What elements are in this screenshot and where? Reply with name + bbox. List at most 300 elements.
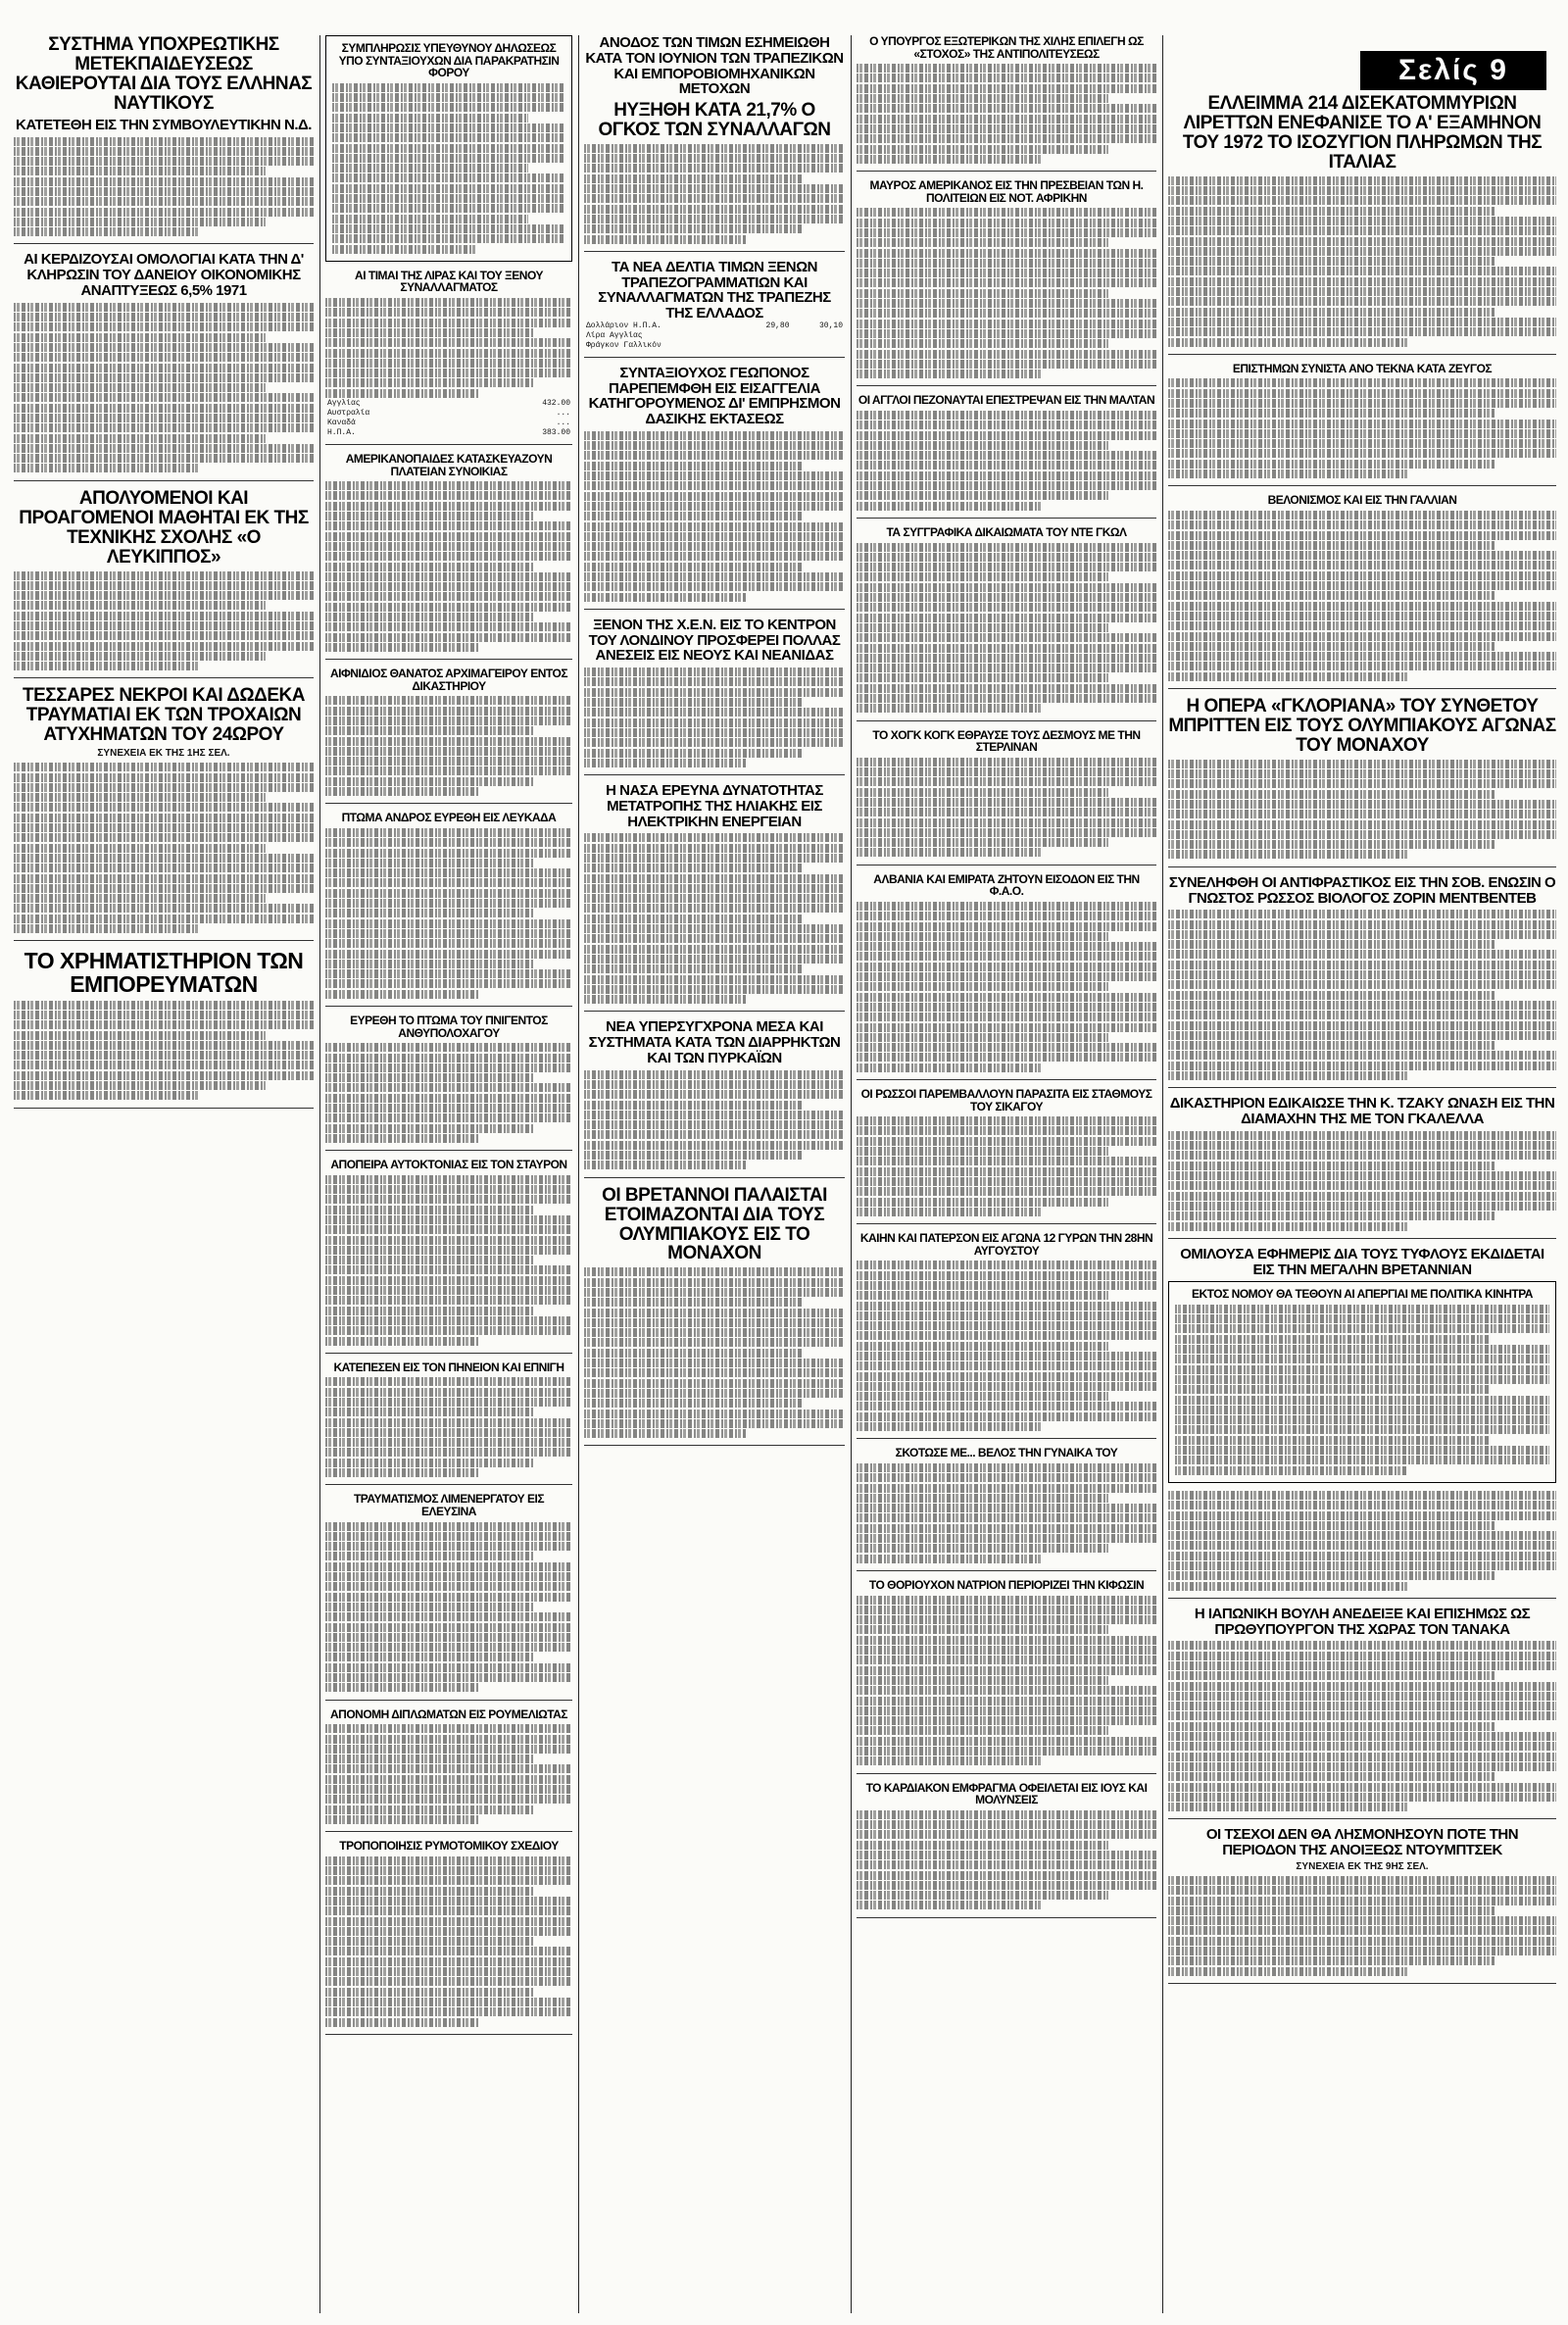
text-line <box>14 1081 266 1090</box>
text-line <box>1168 1652 1556 1660</box>
text-line <box>1168 950 1556 959</box>
table-cell: Αγγλίας <box>327 398 361 408</box>
table-cell: 29,80 <box>765 321 790 330</box>
text-line <box>857 1615 1156 1624</box>
text-line <box>14 187 314 196</box>
text-line <box>14 652 266 661</box>
text-line <box>14 218 266 226</box>
article-headline: ΕΠΙΣΤΗΜΩΝ ΣΥΝΙΣΤΑ ΑΝΟ ΤΕΚΝΑ ΚΑΤΑ ΖΕΥΓΟΣ <box>1232 361 1493 375</box>
text-line <box>325 1388 572 1397</box>
text-line <box>584 1070 845 1079</box>
article-42 <box>857 1782 1156 1918</box>
text-line <box>1168 1501 1556 1509</box>
text-line <box>584 471 845 480</box>
text-line <box>1168 1682 1556 1691</box>
section-logo: Σελίς 9 <box>1360 51 1546 90</box>
text-line <box>857 932 1108 941</box>
article-45 <box>325 1840 572 2035</box>
text-line <box>857 644 1156 653</box>
text-line <box>1168 1742 1556 1751</box>
text-line <box>857 922 1156 931</box>
article-28 <box>584 783 845 1012</box>
text-line <box>325 696 572 705</box>
text-line <box>857 94 1108 103</box>
text-line <box>857 972 1156 981</box>
article-body <box>857 1810 1156 1910</box>
column-1 <box>14 35 314 2313</box>
text-line <box>857 767 1156 776</box>
text-line <box>14 313 314 322</box>
article-1 <box>14 35 314 244</box>
text-line <box>857 1707 1156 1715</box>
text-line <box>325 1265 572 1274</box>
article-body <box>1168 1876 1556 1976</box>
text-line <box>584 1298 803 1307</box>
text-line <box>584 462 803 470</box>
text-line <box>1168 226 1556 235</box>
text-line <box>1175 1324 1549 1333</box>
text-line <box>14 773 314 782</box>
article-headline: ΤΟ ΧΡΗΜΑΤΙΣΤΗΡΙΟΝ ΤΩΝ ΕΜΠΟΡΕΥΜΑΤΩΝ <box>24 948 304 998</box>
text-line <box>857 1043 1156 1052</box>
text-line <box>1168 1192 1556 1201</box>
text-line <box>332 124 565 132</box>
text-line <box>325 828 572 837</box>
article-body <box>325 1175 572 1346</box>
text-line <box>1168 327 1556 336</box>
text-line <box>325 1104 572 1113</box>
text-line <box>325 572 572 581</box>
text-line <box>857 320 1156 328</box>
article-31 <box>1168 1281 1556 1483</box>
article-43 <box>1168 1827 1556 1983</box>
text-line <box>14 642 314 651</box>
text-line <box>857 1412 1156 1421</box>
text-line <box>857 1504 1156 1512</box>
text-line <box>857 848 1043 857</box>
table-cell: ... <box>556 408 570 418</box>
text-line <box>1168 1031 1556 1040</box>
text-line <box>857 808 1156 816</box>
article-3 <box>584 35 845 252</box>
table-cell <box>738 341 791 351</box>
text-line <box>857 982 1108 991</box>
text-line <box>584 593 746 602</box>
text-line <box>1168 1561 1556 1570</box>
text-line <box>857 543 1156 552</box>
text-line <box>1175 1365 1549 1374</box>
article-body <box>584 431 845 602</box>
text-line <box>325 481 572 490</box>
text-line <box>14 894 266 903</box>
text-line <box>14 612 314 620</box>
text-line <box>857 134 1156 143</box>
text-line <box>1168 297 1556 306</box>
text-line <box>325 1623 572 1632</box>
text-line <box>1168 820 1556 829</box>
text-line <box>325 521 572 530</box>
text-line <box>857 1636 1156 1645</box>
article-36 <box>325 1493 572 1700</box>
text-line <box>1168 800 1556 809</box>
text-line <box>584 1120 845 1129</box>
text-line <box>1168 318 1556 326</box>
text-line <box>14 147 314 156</box>
text-line <box>325 1663 572 1672</box>
text-line <box>14 763 314 771</box>
text-line <box>584 552 845 561</box>
text-line <box>857 788 1108 797</box>
article-37 <box>14 949 314 1108</box>
text-line <box>857 1033 1108 1042</box>
article-headline: ΤΡΟΠΟΠΟΙΗΣΙΣ ΡΥΜΟΤΟΜΙΚΟΥ ΣΧΕΔΙΟΥ <box>339 1839 559 1854</box>
text-line <box>584 582 845 591</box>
article-25 <box>1168 1096 1556 1238</box>
table-cell: Δολλάριον Η.Π.Α. <box>586 321 662 330</box>
text-line <box>1168 591 1494 600</box>
text-line <box>325 1398 572 1407</box>
text-line <box>1168 1151 1556 1160</box>
text-line <box>584 451 845 460</box>
text-line <box>1175 1335 1490 1344</box>
article-body <box>857 1116 1156 1216</box>
text-line <box>325 633 572 642</box>
text-line <box>14 904 314 913</box>
text-line <box>14 393 314 402</box>
text-line <box>857 828 1156 837</box>
article-headline: ΤΑ ΣΥΓΓΡΑΦΙΚΑ ΔΙΚΑΙΩΜΑΤΑ ΤΟΥ ΝΤΕ ΓΚΩΛ <box>886 524 1127 539</box>
text-line <box>857 309 1156 318</box>
text-line <box>325 859 533 867</box>
text-line <box>584 884 845 893</box>
article-body <box>1168 1491 1556 1591</box>
text-line <box>14 454 314 463</box>
text-line <box>325 532 572 541</box>
text-line <box>325 1134 478 1143</box>
article-body <box>325 1043 572 1143</box>
text-line <box>857 1013 1156 1021</box>
text-line <box>325 1673 572 1682</box>
text-line <box>1168 1552 1556 1560</box>
text-line <box>1175 1456 1549 1464</box>
text-line <box>1168 1212 1494 1220</box>
text-line <box>857 572 1108 581</box>
text-line <box>584 1130 845 1139</box>
text-line <box>584 874 845 883</box>
text-line <box>857 838 1108 847</box>
text-line <box>584 1368 845 1377</box>
text-line <box>584 854 845 863</box>
text-line <box>1168 237 1556 246</box>
text-line <box>325 849 572 858</box>
text-line <box>325 592 572 601</box>
text-line <box>584 1288 845 1297</box>
text-line <box>857 1513 1156 1522</box>
article-headline: ΣΥΜΠΛΗΡΩΣΙΣ ΥΠΕΥΘΥΝΟΥ ΔΗΛΩΣΕΩΣ ΥΠΟ ΣΥΝΤΑΞΙΟΥΧΩΝ ΔΙΑ ΠΑΡΑΚΡΑΤΗΣΙΝ ΦΟΡΟΥ <box>338 41 560 80</box>
text-line <box>857 1167 1156 1176</box>
text-line <box>1168 1051 1556 1060</box>
text-line <box>584 718 845 727</box>
text-line <box>325 1876 572 1885</box>
table-cell <box>738 331 791 341</box>
text-line <box>857 1606 1156 1614</box>
text-line <box>584 1389 845 1398</box>
table-cell: Φράγκον Γαλλικόν <box>586 340 662 350</box>
text-line <box>1175 1446 1549 1455</box>
text-line <box>857 249 1156 258</box>
text-line <box>1168 840 1494 849</box>
text-line <box>325 1957 572 1966</box>
text-line <box>1168 1937 1556 1946</box>
article-23 <box>584 618 845 775</box>
article-19 <box>857 729 1156 866</box>
article-body <box>14 571 314 671</box>
text-line <box>332 114 528 123</box>
text-line <box>325 1906 572 1915</box>
text-line <box>1168 399 1556 408</box>
text-line <box>1168 930 1556 939</box>
text-line <box>857 1484 1156 1493</box>
text-line <box>584 154 845 163</box>
article-6 <box>325 270 572 445</box>
text-line <box>857 1881 1156 1890</box>
article-14 <box>14 489 314 679</box>
text-line <box>584 572 845 581</box>
article-body <box>325 1856 572 2027</box>
article-body <box>325 481 572 652</box>
text-line <box>325 1612 572 1621</box>
text-line <box>584 864 803 872</box>
text-line <box>14 333 266 342</box>
text-line <box>1175 1345 1549 1354</box>
text-line <box>325 1195 572 1204</box>
text-line <box>1168 531 1556 540</box>
text-line <box>857 1726 1108 1735</box>
text-line <box>1168 1732 1556 1741</box>
text-line <box>325 726 533 735</box>
article-30 <box>1168 1247 1556 1599</box>
column-rule <box>851 35 852 2313</box>
article-headline: ΟΙ ΒΡΕΤΑΝΝΟΙ ΠΑΛΑΙΣΤΑΙ ΕΤΟΙΜΑΖΟΝΤΑΙ ΔΙΑ ΤΟΥΣ ΟΛΥΜΠΙΑΚΟΥΣ ΕΙΣ ΤΟ ΜΟΝΑΧΟΝ <box>602 1184 827 1264</box>
article-headline: ΠΤΩΜΑ ΑΝΔΡΟΣ ΕΥΡΕΘΗ ΕΙΣ ΛΕΥΚΑΔΑ <box>341 811 557 825</box>
article-20 <box>857 873 1156 1080</box>
text-line <box>857 1851 1156 1859</box>
article-headline: ΒΕΛΟΝΙΣΜΟΣ ΚΑΙ ΕΙΣ ΤΗΝ ΓΑΛΛΙΑΝ <box>1267 493 1457 508</box>
text-line <box>325 308 572 317</box>
text-line <box>584 1090 845 1099</box>
text-line <box>857 1147 1108 1156</box>
article-body <box>325 696 572 796</box>
text-line <box>857 339 1108 348</box>
article-11 <box>325 453 572 660</box>
banknote-row <box>584 341 845 351</box>
text-line <box>584 1278 845 1287</box>
text-line <box>857 1003 1156 1012</box>
text-line <box>857 269 1156 277</box>
text-line <box>857 278 1156 287</box>
text-line <box>14 1011 314 1019</box>
text-line <box>325 512 533 520</box>
article-body <box>1168 760 1556 860</box>
text-line <box>857 74 1156 82</box>
text-line <box>325 552 572 561</box>
text-line <box>857 1402 1156 1410</box>
text-line <box>325 757 572 766</box>
text-line <box>325 1043 572 1052</box>
text-line <box>325 1542 572 1551</box>
text-line <box>325 643 478 652</box>
text-line <box>857 902 1156 911</box>
article-headline: Η ΟΠΕΡΑ «ΓΚΛΟΡΙΑΝΑ» ΤΟΥ ΣΥΝΘΕΤΟΥ ΜΠΡΙΤΤΕΝ ΕΙΣ ΤΟΥΣ ΟΛΥΜΠΙΑΚΟΥΣ ΑΓΩΝΑΣ ΤΟΥ ΜΟΝΑΧΟΥ <box>1168 696 1556 756</box>
text-line <box>325 298 572 307</box>
article-body <box>325 298 572 398</box>
text-line <box>584 532 845 541</box>
text-line <box>584 224 803 233</box>
article-body <box>14 1001 314 1101</box>
text-line <box>857 1646 1156 1655</box>
currency-row <box>325 409 572 419</box>
text-line <box>857 664 1156 672</box>
text-line <box>857 1187 1156 1196</box>
text-line <box>584 1419 845 1428</box>
text-line <box>325 603 572 612</box>
text-line <box>857 1676 1108 1685</box>
text-line <box>1168 760 1556 768</box>
text-line <box>332 164 528 173</box>
text-line <box>1175 1385 1490 1394</box>
text-line <box>325 1947 572 1955</box>
text-line <box>14 322 314 331</box>
article-headline: ΝΕΑ ΥΠΕΡΣΥΓΧΡΟΝΑ ΜΕΣΑ ΚΑΙ ΣΥΣΤΗΜΑΤΑ ΚΑΤΑ ΤΩΝ ΔΙΑΡΡΗΚΤΩΝ ΚΑΙ ΤΩΝ ΠΥΡΚΑΪΩΝ <box>588 1018 841 1066</box>
article-15 <box>584 366 845 610</box>
text-line <box>857 411 1156 420</box>
text-line <box>325 1866 572 1875</box>
article-headline: Η ΙΑΠΩΝΙΚΗ ΒΟΥΛΗ ΑΝΕΔΕΙΞΕ ΚΑΙ ΕΠΙΣΗΜΩΣ ΩΣ ΠΡΩΘΥΠΟΥΡΓΟΝ ΤΗΣ ΧΩΡΑΣ ΤΟΝ ΤΑΝΑΚΑ <box>1194 1605 1531 1638</box>
article-21 <box>1168 875 1556 1089</box>
text-line <box>1168 1967 1409 1976</box>
text-line <box>584 1328 845 1337</box>
text-line <box>584 894 845 903</box>
text-line <box>14 414 314 422</box>
text-line <box>14 303 314 312</box>
text-line <box>584 1151 803 1160</box>
text-line <box>1168 920 1556 929</box>
text-line <box>1168 409 1494 418</box>
article-body <box>584 833 845 1004</box>
text-line <box>325 613 533 621</box>
text-line <box>857 1116 1156 1125</box>
text-line <box>1168 1753 1556 1761</box>
text-line <box>584 1379 845 1388</box>
column-3 <box>584 35 845 2313</box>
text-line <box>857 115 1156 124</box>
text-line <box>1168 511 1556 519</box>
text-line <box>857 818 1156 827</box>
text-line <box>857 758 1156 767</box>
banknote-table <box>584 322 845 351</box>
text-line <box>857 1382 1156 1391</box>
text-line <box>584 668 845 676</box>
text-line <box>857 1810 1156 1819</box>
text-line <box>14 844 266 853</box>
text-line <box>857 1747 1156 1756</box>
text-line <box>857 1064 1043 1072</box>
text-line <box>1168 176 1556 185</box>
text-line <box>857 1271 1156 1280</box>
article-8 <box>584 260 845 358</box>
text-line <box>1168 1661 1556 1670</box>
article-body <box>584 1267 845 1438</box>
article-13 <box>1168 494 1556 689</box>
text-line <box>325 1438 572 1447</box>
text-line <box>325 1795 572 1804</box>
text-line <box>332 204 565 213</box>
text-line <box>1168 612 1556 620</box>
text-line <box>857 1372 1156 1381</box>
text-line <box>1175 1406 1549 1414</box>
text-line <box>1168 217 1556 225</box>
text-line <box>857 993 1156 1002</box>
text-line <box>584 1267 845 1276</box>
text-line <box>325 1735 572 1744</box>
text-line <box>325 1468 478 1477</box>
currency-table <box>325 399 572 438</box>
text-line <box>332 144 565 153</box>
text-line <box>1175 1415 1549 1424</box>
text-line <box>325 1785 572 1794</box>
text-line <box>325 950 572 959</box>
text-line <box>325 909 533 917</box>
text-line <box>857 684 1156 693</box>
text-line <box>14 571 314 580</box>
text-line <box>325 1418 572 1427</box>
text-line <box>857 1716 1156 1725</box>
text-line <box>584 481 845 490</box>
currency-row <box>325 428 572 438</box>
column-2 <box>325 35 572 2313</box>
text-line <box>857 145 1108 154</box>
article-headline: ΟΙ ΤΣΕΧΟΙ ΔΕΝ ΘΑ ΛΗΣΜΟΝΗΣΟΥΝ ΠΟΤΕ ΤΗΝ ΠΕΡΙΟΔΟΝ ΤΗΣ ΑΝΟΙΞΕΩΣ ΝΤΟΥΜΠΤΣΕΚ <box>1205 1826 1519 1859</box>
article-headline: ΣΥΝΕΛΗΦΘΗ ΟΙ ΑΝΤΙΦΡΑΣΤΙΚΟΣ ΕΙΣ ΤΗΝ ΣΟΒ. ΕΝΩΣΙΝ Ο ΓΝΩΣΤΟΣ ΡΩΣΣΟΣ ΒΙΟΛΟΓΟΣ ΖΟΡΙΝ ΜΕΝΤΒΕΝΤΕΒ <box>1168 873 1556 907</box>
text-line <box>584 235 746 244</box>
article-headline: ΟΙ ΑΓΓΛΟΙ ΠΕΖΟΝΑΥΤΑΙ ΕΠΕΣΤΡΕΨΑΝ ΕΙΣ ΤΗΝ ΜΑΛΤΑΝ <box>858 393 1155 408</box>
text-line <box>1168 1671 1494 1680</box>
text-line <box>857 1291 1108 1300</box>
text-line <box>1175 1466 1407 1475</box>
article-body <box>332 83 565 254</box>
article-body <box>857 1463 1156 1563</box>
currency-row <box>325 419 572 428</box>
text-line <box>1168 247 1556 256</box>
text-line <box>584 688 845 697</box>
text-line <box>857 451 1156 460</box>
text-line <box>857 1321 1156 1330</box>
text-line <box>14 208 314 217</box>
text-line <box>325 1054 572 1063</box>
article-4 <box>857 35 1156 172</box>
text-line <box>325 929 572 938</box>
text-line <box>325 889 572 898</box>
text-line <box>857 694 1156 703</box>
text-line <box>1168 257 1494 266</box>
text-line <box>584 1338 845 1347</box>
text-line <box>1175 1425 1549 1434</box>
text-line <box>14 364 314 372</box>
currency-row <box>325 399 572 409</box>
text-line <box>14 793 266 802</box>
text-line <box>1168 672 1409 681</box>
text-line <box>325 1307 533 1315</box>
